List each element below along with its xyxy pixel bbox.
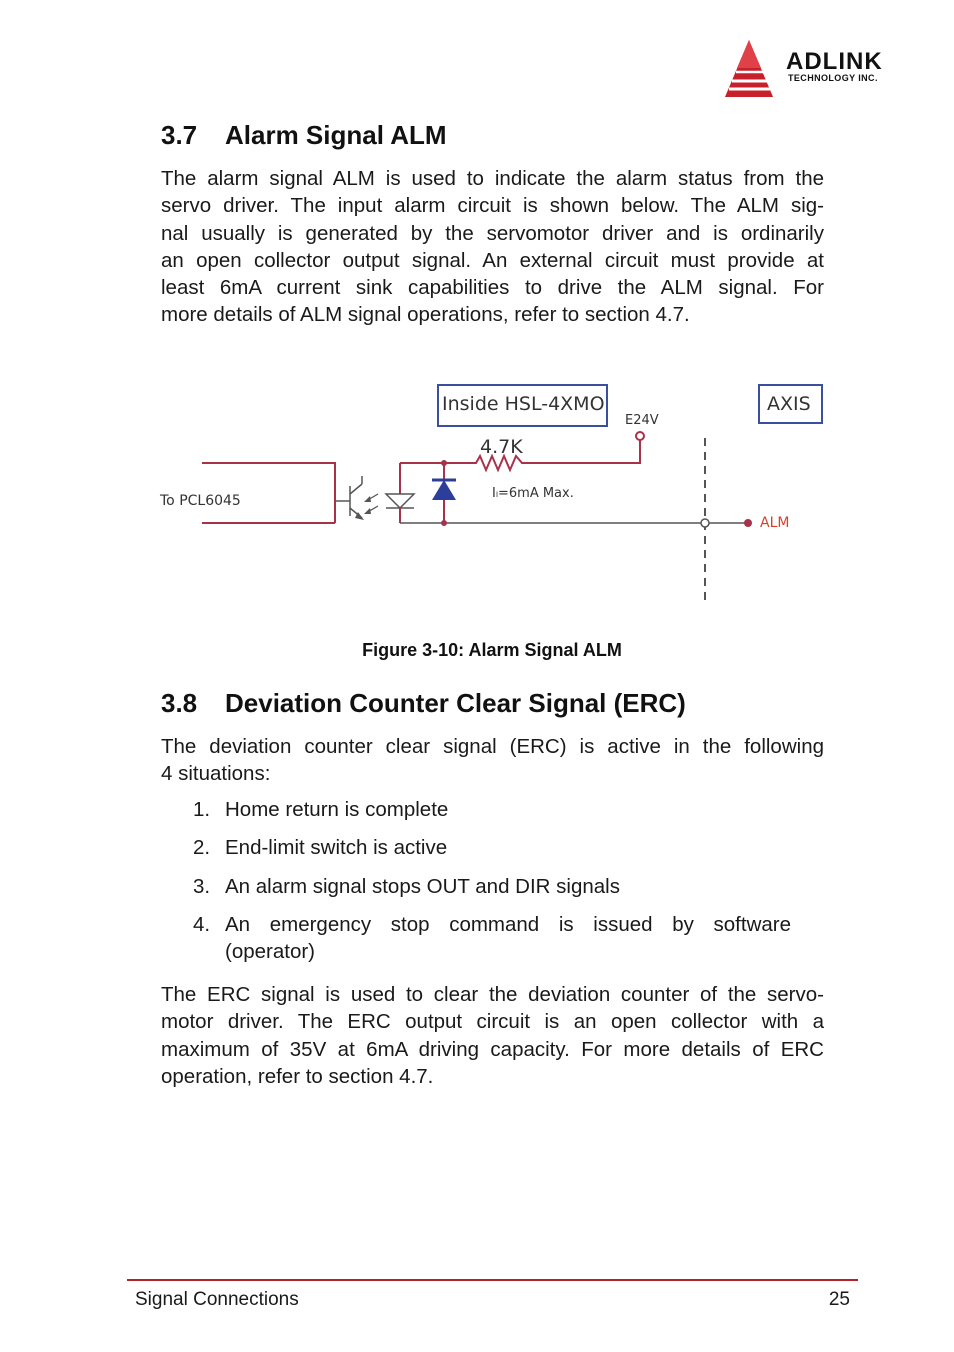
list-item xyxy=(161,911,801,966)
resistor-label: 4.7K xyxy=(480,436,523,458)
list-number: 3. xyxy=(193,874,211,898)
inside-hsl-label: Inside HSL-4XMO xyxy=(442,393,605,415)
list-item-text: (operator) xyxy=(225,940,316,964)
erc-intro-paragraph xyxy=(161,733,824,788)
alm-terminal-label: ALM xyxy=(760,515,790,531)
footer-divider xyxy=(127,1279,858,1281)
paragraph-line: The deviation counter clear signal (ERC) is active in the following xyxy=(161,735,824,758)
alarm-signal-paragraph xyxy=(161,165,824,329)
current-label: Iₗ=6mA Max. xyxy=(492,486,574,501)
section-number: 3.7 xyxy=(161,120,198,150)
list-number: 4. xyxy=(193,912,211,936)
section-title: Deviation Counter Clear Signal (ERC) xyxy=(225,688,686,718)
paragraph-line: more details of ALM signal operations, refer to section 4.7. xyxy=(161,303,690,327)
list-item-text: Home return is complete xyxy=(225,798,449,821)
e24v-label: E24V xyxy=(625,413,659,428)
footer-page-number: 25 xyxy=(828,1289,850,1310)
section-heading-3-8 xyxy=(161,688,686,719)
section-heading-3-7 xyxy=(161,120,447,151)
section-title: Alarm Signal ALM xyxy=(225,120,447,150)
list-item-text: An alarm signal stops OUT and DIR signals xyxy=(225,874,620,898)
logo-name: ADLINK xyxy=(786,48,883,75)
axis-label: AXIS xyxy=(767,393,811,415)
paragraph-line: maximum of 35V at 6mA driving capacity. For more details of ERC xyxy=(161,1037,824,1061)
section-number: 3.8 xyxy=(161,688,198,718)
erc-situations-list xyxy=(161,796,801,965)
paragraph-line: motor driver. The ERC output circuit is an open collector with a xyxy=(161,1010,824,1034)
logo-triangle-icon xyxy=(722,38,784,100)
list-number: 2. xyxy=(193,836,211,860)
figure-caption: Figure 3-10: Alarm Signal ALM xyxy=(362,640,622,660)
paragraph-line: The ERC signal is used to clear the deviation counter of the servo- xyxy=(161,983,824,1006)
footer-section-name: Signal Connections xyxy=(135,1289,299,1310)
paragraph-line: servo driver. The input alarm circuit is shown below. The ALM sig- xyxy=(161,194,824,218)
list-item xyxy=(161,796,801,823)
paragraph-line: The alarm signal ALM is used to indicate the alarm status from the xyxy=(161,167,824,190)
logo-subtitle: TECHNOLOGY INC. xyxy=(788,73,878,83)
list-item-text: End-limit switch is active xyxy=(225,836,448,860)
paragraph-line: operation, refer to section 4.7. xyxy=(161,1064,434,1088)
paragraph-line: 4 situations: xyxy=(161,762,271,786)
list-item xyxy=(161,873,801,900)
paragraph-line: nal usually is generated by the servomotor driver and is ordinarily xyxy=(161,221,824,245)
erc-detail-paragraph xyxy=(161,981,824,1090)
list-number: 1. xyxy=(193,798,211,821)
alarm-circuit-figure xyxy=(150,376,840,612)
paragraph-line: least 6mA current sink capabilities to drive the ALM signal. For xyxy=(161,276,824,300)
list-item-text: An emergency stop command is issued by software xyxy=(225,912,791,936)
list-item xyxy=(161,834,801,861)
to-pcl6045-label: To PCL6045 xyxy=(160,493,241,509)
adlink-logo xyxy=(722,38,912,100)
paragraph-line: an open collector output signal. An external circuit must provide at xyxy=(161,248,824,272)
